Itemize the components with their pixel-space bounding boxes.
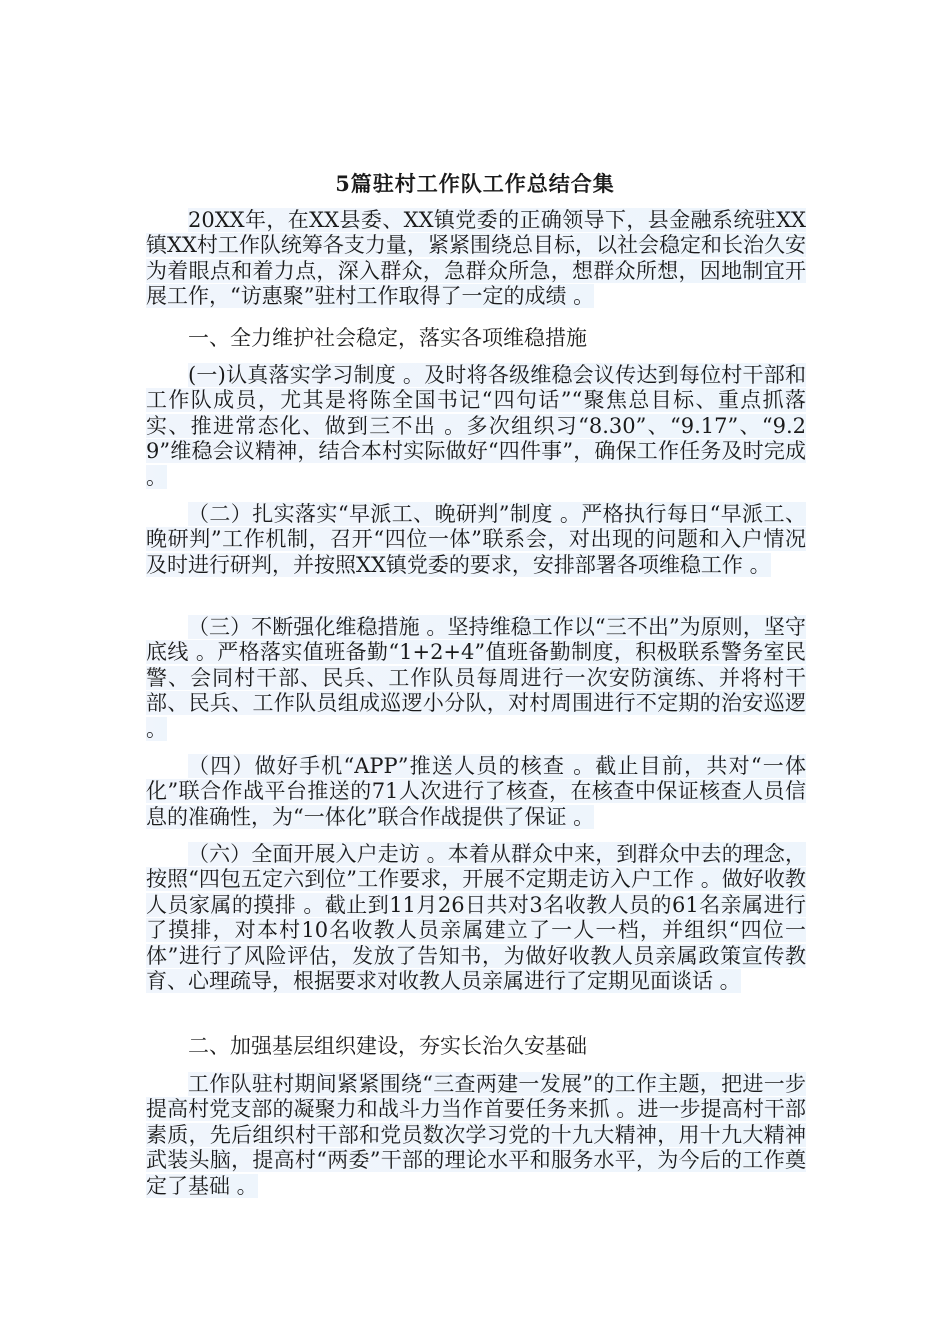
paragraph-item-1 — [146, 363, 806, 490]
paragraph-text: （二）扎实落实“早派工、晚研判”制度 。严格执行每日“早派工、晚研判”工作机制，召开“四位一体”联系会，对出现的问题和入户情况及时进行研判，并按照XX镇党委的要求，安排部署各项维稳工作 。 — [146, 502, 806, 577]
paragraph-text: （四）做好手机“APP”推送人员的核查 。截止目前，共对“一体化”联合作战平台推送的71人次进行了核查，在核查中保证核查人员信息的准确性，为“一体化”联合作战提供了保证 。 — [146, 754, 806, 829]
paragraph-section-2 — [146, 1072, 806, 1199]
paragraph-item-3 — [146, 615, 806, 742]
heading-text: 一、全力维护社会稳定，落实各项维稳措施 — [188, 326, 587, 350]
paragraph-item-2 — [146, 502, 806, 578]
document-title: 5篇驻村工作队工作总结合集 — [335, 171, 615, 196]
paragraph-text: （三）不断强化维稳措施 。坚持维稳工作以“三不出”为原则，坚守底线 。严格落实值班备勤“1+2+4”值班备勤制度，积极联系警务室民警、会同村干部、民兵、工作队员每周进行一次安防演练、并将村干部、民兵、工作队员组成巡逻小分队，对村周围进行不定期的治安巡逻 。 — [146, 615, 806, 741]
paragraph-text: （六）全面开展入户走访 。本着从群众中来，到群众中去的理念，按照“四包五定六到位”工作要求，开展不定期走访入户工作 。做好收教人员家属的摸排 。截止到11月26日共对3名收教人员的61名亲属进行了摸排，对本村10名收教人员亲属建立了一人一档，并组织“四位一体”进行了风险评估，发放了告知书，为做好收教人员亲属政策宣传教育、心理疏导，根据要求对收教人员亲属进行了定期见面谈话 。 — [146, 842, 806, 994]
paragraph-intro — [146, 208, 806, 310]
section-heading-1 — [146, 326, 806, 351]
paragraph-item-6 — [146, 842, 806, 994]
paragraph-text: 工作队驻村期间紧紧围绕“三查两建一发展”的工作主题，把进一步提高村党支部的凝聚力和战斗力当作首要任务来抓 。进一步提高村干部素质，先后组织村干部和党员数次学习党的十九大精神，用十九大精神武装头脑，提高村“两委”干部的理论水平和服务水平，为今后的工作奠定了基础 。 — [146, 1072, 806, 1198]
paragraph-item-4 — [146, 754, 806, 830]
paragraph-text: (一)认真落实学习制度 。及时将各级维稳会议传达到每位村干部和工作队成员，尤其是将陈全国书记“四句话”“聚焦总目标、重点抓落实、推进常态化、做到三不出 。多次组织习“8.30”、“9.17”、“9.29”维稳会议精神，结合本村实际做好“四件事”，确保工作任务及时完成 。 — [146, 363, 806, 489]
section-heading-2 — [146, 1034, 806, 1059]
paragraph-text: 20XX年，在XX县委、XX镇党委的正确领导下，县金融系统驻XX镇XX村工作队统筹各支力量，紧紧围绕总目标，以社会稳定和长治久安为着眼点和着力点，深入群众，急群众所急，想群众所想，因地制宜开展工作，“访惠聚”驻村工作取得了一定的成绩 。 — [146, 208, 806, 309]
heading-text: 二、加强基层组织建设，夯实长治久安基础 — [188, 1034, 587, 1058]
